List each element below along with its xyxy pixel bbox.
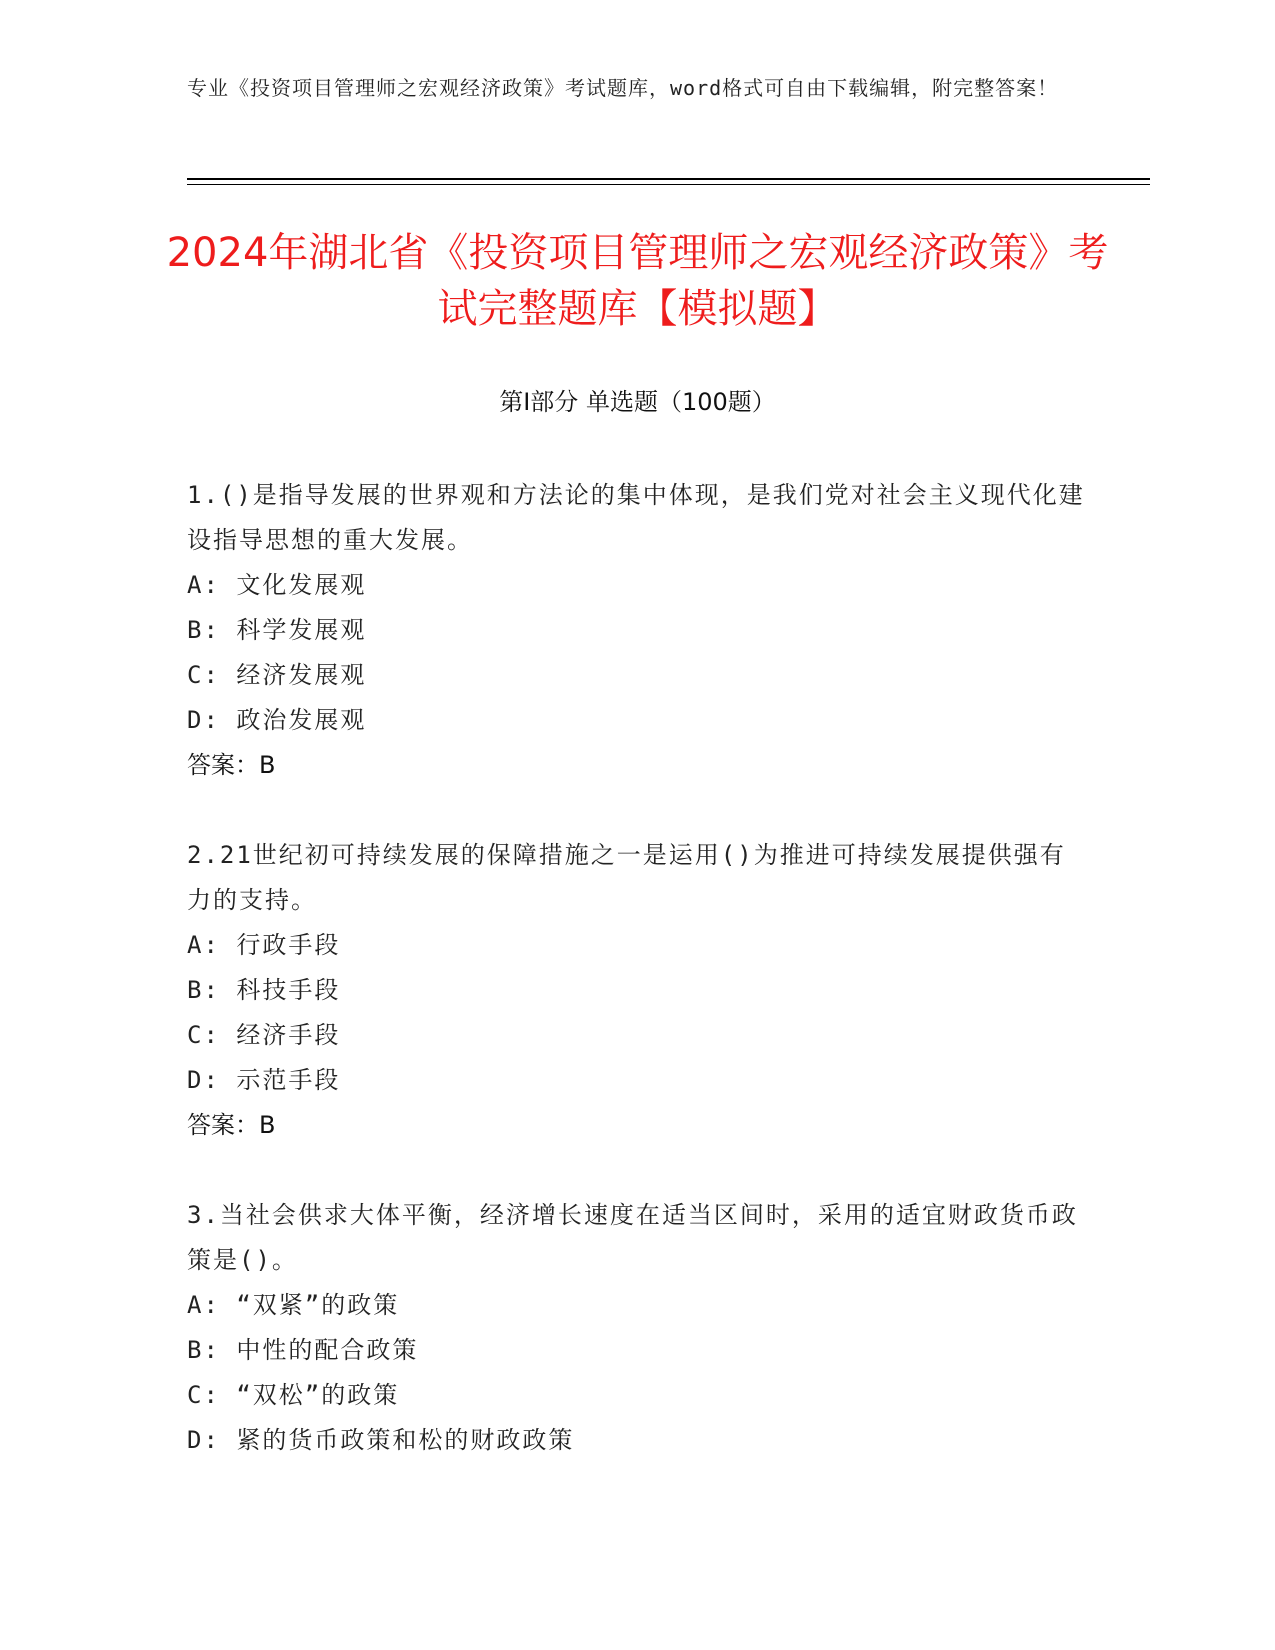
- question-stem: 1.()是指导发展的世界观和方法论的集中体现，是我们党对社会主义现代化建设指导思想的重大发展。: [187, 481, 1085, 554]
- option-a: A: 文化发展观: [187, 571, 367, 599]
- option-b: B: 科技手段: [187, 976, 341, 1004]
- question-2: [187, 833, 1087, 1148]
- option-c: C: 经济手段: [187, 1021, 341, 1049]
- option-b: B: 中性的配合政策: [187, 1336, 419, 1364]
- question-stem: 2.21世纪初可持续发展的保障措施之一是运用()为推进可持续发展提供强有力的支持。: [187, 841, 1066, 914]
- section-heading: 第I部分 单选题（100题）: [499, 388, 776, 416]
- option-a: A: “双紧”的政策: [187, 1291, 400, 1319]
- question-1: [187, 473, 1087, 788]
- question-3: [187, 1193, 1087, 1463]
- question-list: [187, 473, 1087, 1508]
- header-rule-thin: [187, 184, 1150, 185]
- option-d: D: 政治发展观: [187, 706, 367, 734]
- answer-line: 答案：B: [187, 1111, 276, 1139]
- header-note: 专业《投资项目管理师之宏观经济政策》考试题库，word格式可自由下载编辑，附完整答案！: [187, 76, 1059, 100]
- option-c: C: 经济发展观: [187, 661, 367, 689]
- option-d: D: 紧的货币政策和松的财政政策: [187, 1426, 575, 1454]
- option-b: B: 科学发展观: [187, 616, 367, 644]
- answer-line: 答案：B: [187, 751, 276, 779]
- document-title: 2024年湖北省《投资项目管理师之宏观经济政策》考试完整题库【模拟题】: [166, 230, 1109, 332]
- question-stem: 3.当社会供求大体平衡，经济增长速度在适当区间时，采用的适宜财政货币政策是()。: [187, 1201, 1078, 1274]
- header-rule-thick: [187, 178, 1150, 180]
- option-c: C: “双松”的政策: [187, 1381, 400, 1409]
- option-d: D: 示范手段: [187, 1066, 341, 1094]
- option-a: A: 行政手段: [187, 931, 341, 959]
